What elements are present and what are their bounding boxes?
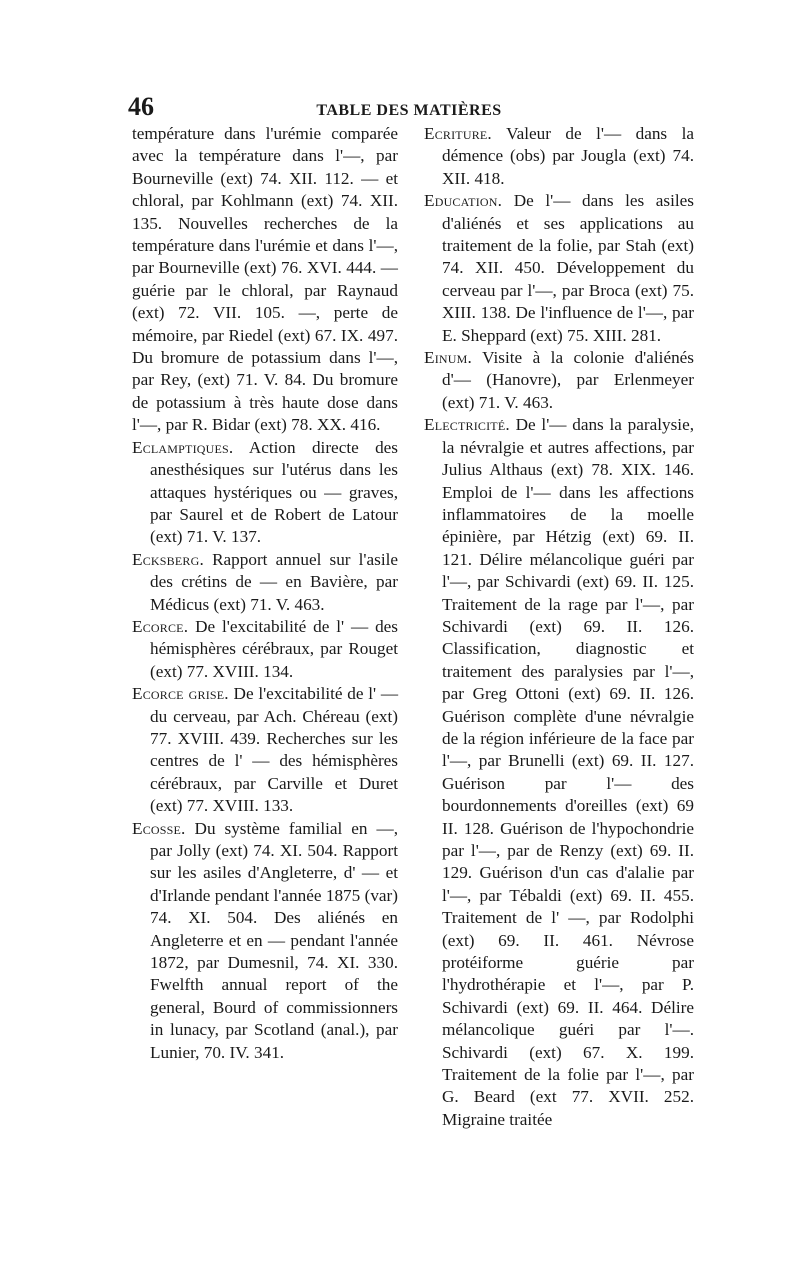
- entry-term: Ecorce grise.: [132, 684, 229, 704]
- entry-term: Einum.: [424, 348, 472, 368]
- entry-text: De l'— dans la paralysie, la névralgie et autres affections, par Julius Althaus (ext) 78. XIX. 146. Emploi de l'— dans les affections inflammatoires de la moelle épinière, par Hétzig (ext) 69. II. 121. Délire mélancolique guéri par l'—, par Schivardi (ext) 69. II. 125. Traitement de la rage par l'—, par Schivardi (ext) 69. II. 126. Classification, diagnostic et traitement des paralysies par l'—, par Greg Ottoni (ext) 69. II. 126. Guérison complète d'une névralgie de la région inférieure de la face par l'—, par Brunelli (ext) 69. II. 127. Guérison par l'— des bourdonnements d'oreilles (ext) 69 II. 128. Guérison de l'hypochondrie par l'—, par de Renzy (ext) 69. II. 129. Guérison d'un cas d'alalie par l'—, par Tébaldi (ext) 69. II. 455. Traitement de l' —, par Rodolphi (ext) 69. II. 461. Névrose protéiforme guérie par l'hydrothérapie et l'—, par P. Schivardi (ext) 69. II. 464. Délire mélancolique guéri par l'—. Schivardi (ext) 67. X. 199. Traitement de la folie par l'—, par G. Beard (ext 77. XVII. 252. Migraine traitée: [442, 415, 695, 1129]
- entry-text: Visite à la colonie d'aliénés d'— (Hanovre), par Erlenmeyer (ext) 71. V. 463.: [442, 348, 694, 412]
- page-header: [128, 92, 690, 126]
- entry-text: De l'excitabilité de l' — des hémisphères cérébraux, par Rouget (ext) 77. XVIII. 134.: [150, 616, 398, 681]
- entry-term: Eclamptiques.: [132, 437, 234, 457]
- entry-text: Action directe des anesthésiques sur l'utérus dans les attaques hystériques ou — graves, par Saurel et de Robert de Latour (ext) 71. V. 137.: [150, 437, 398, 547]
- running-title: TABLE DES MATIÈRES: [316, 102, 502, 119]
- index-entry: [424, 347, 694, 414]
- index-entry: [424, 190, 694, 347]
- index-entry: [132, 818, 398, 1064]
- index-entry: [132, 549, 398, 616]
- index-entry: [132, 437, 398, 549]
- index-entry: [132, 616, 398, 683]
- index-entry: [132, 683, 398, 817]
- entry-text: Du système familial en —, par Jolly (ext) 74. XI. 504. Rapport sur les asiles d'Angleterre, d' — et d'Irlande pendant l'année 1875 (var) 74. XI. 504. Des aliénés en Angleterre et en — pendant l'année 1872, par Dumesnil, 74. XI. 330. Fwelfth annual report of the general, Bourd of commissionners in lunacy, par Scotland (anal.), par Lunier, 70. IV. 341.: [150, 818, 398, 1062]
- index-entry: [132, 123, 398, 437]
- entry-text: De l'— dans les asiles d'aliénés et ses applications au traitement de la folie, par Stah (ext) 74. XII. 450. Développement du cerveau par l'—, par Broca (ext) 75. XIII. 138. De l'influence de l'—, par E. Sheppard (ext) 75. XIII. 281.: [442, 191, 694, 345]
- entry-term: Electricité.: [424, 415, 510, 435]
- left-column: [132, 123, 398, 1064]
- entry-text: température dans l'urémie comparée avec la température dans l'—, par Bourneville (ext) 74. XII. 112. — et chloral, par Kohlmann (ext) 74. XII. 135. Nouvelles recherches de la température dans l'urémie et dans l'—, par Bourneville (ext) 76. XVI. 444. — guérie par le chloral, par Raynaud (ext) 72. VII. 105. —, perte de mémoire, par Riedel (ext) 67. IX. 497. Du bromure de potassium dans l'—, par Rey, (ext) 71. V. 84. Du bromure de potassium à très haute dose dans l'—, par R. Bidar (ext) 78. XX. 416.: [132, 124, 398, 435]
- entry-term: Ecksberg.: [132, 549, 204, 569]
- entry-term: Education.: [424, 191, 503, 211]
- entry-term: Ecriture.: [424, 124, 492, 143]
- right-column: [424, 123, 694, 1131]
- index-entry: [424, 414, 694, 1131]
- entry-text: De l'excitabilité de l' — du cerveau, par Ach. Chéreau (ext) 77. XVIII. 439. Recherches sur les centres de l' — des hémisphères cérébraux, par Carville et Duret (ext) 77. XVIII. 133.: [150, 684, 399, 816]
- entry-term: Ecorce.: [132, 616, 189, 636]
- index-entry: [424, 123, 694, 190]
- entry-text: Valeur de l'— dans la démence (obs) par Jougla (ext) 74. XII. 418.: [442, 124, 694, 188]
- entry-term: Ecosse.: [132, 818, 186, 838]
- entry-text: Rapport annuel sur l'asile des crétins de — en Bavière, par Médicus (ext) 71. V. 463.: [150, 549, 399, 614]
- page-number: 46: [128, 92, 154, 121]
